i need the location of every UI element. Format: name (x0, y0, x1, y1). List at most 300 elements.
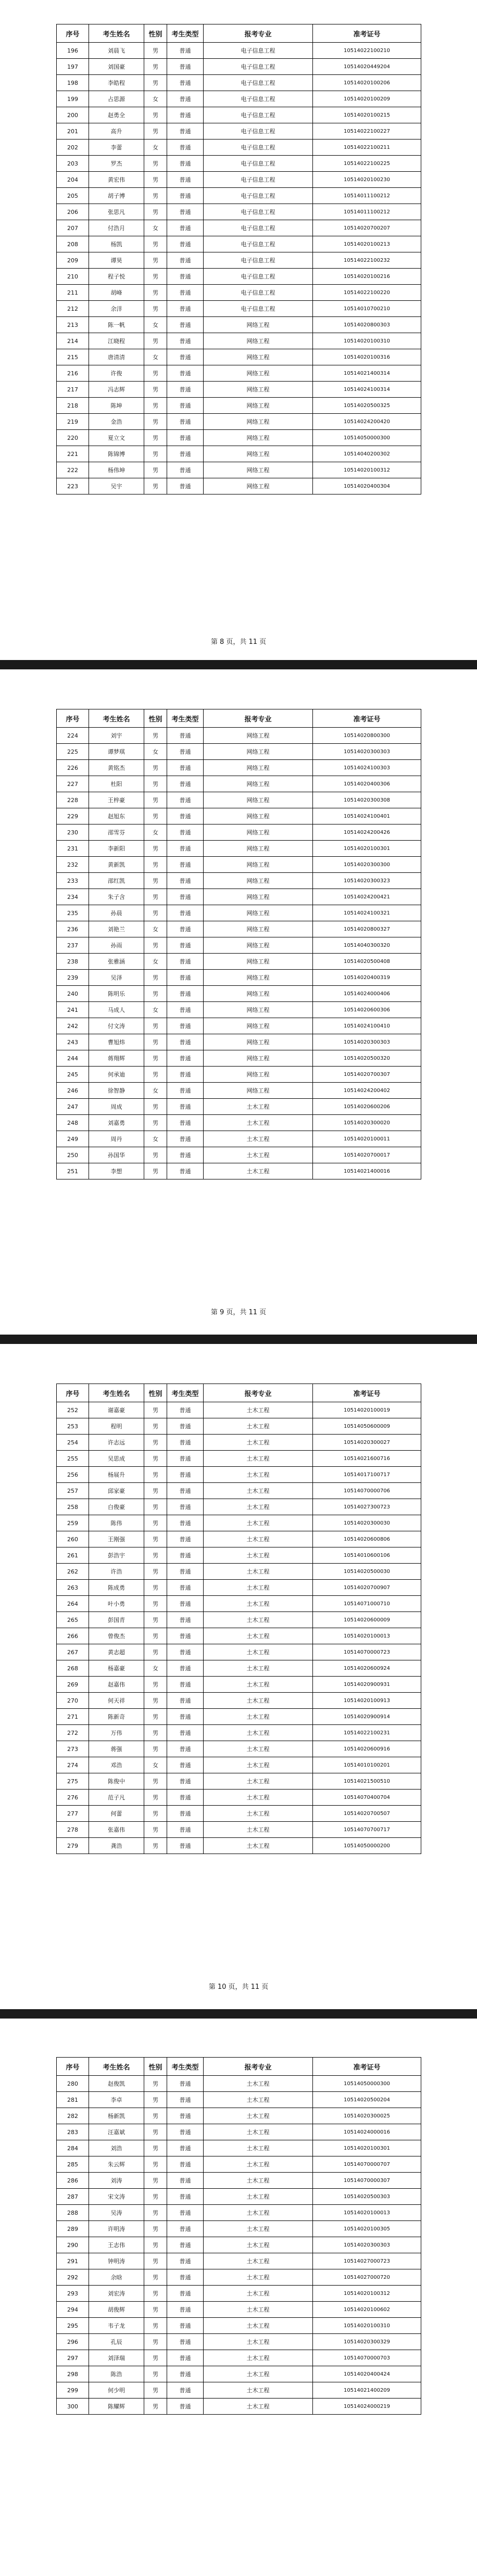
type-cell: 普通 (167, 75, 204, 91)
seq-cell: 222 (57, 462, 89, 478)
type-cell: 普通 (167, 889, 204, 905)
seq-cell: 242 (57, 1018, 89, 1034)
id-cell: 10514020100019 (313, 1402, 421, 1418)
table-row (57, 1773, 421, 1790)
type-cell: 普通 (167, 1147, 204, 1163)
id-cell: 10514011100212 (313, 188, 421, 204)
major-cell: 网络工程 (204, 808, 313, 824)
id-cell: 10514071000710 (313, 1596, 421, 1612)
name-cell: 张雅涵 (89, 954, 144, 970)
seq-cell: 217 (57, 382, 89, 398)
type-cell: 普通 (167, 2286, 204, 2302)
gender-cell: 女 (144, 1002, 167, 1018)
type-cell: 普通 (167, 760, 204, 776)
major-cell: 土木工程 (204, 1822, 313, 1838)
major-cell: 电子信息工程 (204, 59, 313, 75)
type-cell: 普通 (167, 1741, 204, 1757)
name-cell: 刘涛 (89, 2173, 144, 2189)
type-cell: 普通 (167, 1018, 204, 1034)
seq-cell: 299 (57, 2382, 89, 2399)
id-cell: 10514020300020 (313, 1115, 421, 1131)
gender-cell: 男 (144, 2205, 167, 2221)
column-header-seq: 序号 (57, 2058, 89, 2076)
type-cell: 普通 (167, 1790, 204, 1806)
table-row (57, 1580, 421, 1596)
name-cell: 叶小勇 (89, 1596, 144, 1612)
name-cell: 刘宏涛 (89, 2286, 144, 2302)
table-row (57, 2286, 421, 2302)
name-cell: 彭国青 (89, 1612, 144, 1628)
gender-cell: 男 (144, 333, 167, 349)
major-cell: 网络工程 (204, 1083, 313, 1099)
major-cell: 土木工程 (204, 2221, 313, 2237)
gender-cell: 女 (144, 220, 167, 236)
id-cell: 10514020700907 (313, 1580, 421, 1596)
seq-cell: 281 (57, 2092, 89, 2108)
type-cell: 普通 (167, 1467, 204, 1483)
id-cell: 10514020500204 (313, 2092, 421, 2108)
name-cell: 赵勇全 (89, 107, 144, 123)
name-cell: 赵旭东 (89, 808, 144, 824)
major-cell: 电子信息工程 (204, 139, 313, 156)
name-cell: 吴宇 (89, 478, 144, 494)
column-header-seq: 序号 (57, 709, 89, 728)
column-header-name: 考生姓名 (89, 24, 144, 43)
id-cell: 10514020100013 (313, 1628, 421, 1644)
table-row (57, 91, 421, 107)
table-header-row (57, 24, 421, 43)
name-cell: 白俊豪 (89, 1499, 144, 1515)
gender-cell: 男 (144, 398, 167, 414)
id-cell: 10514020600206 (313, 1099, 421, 1115)
major-cell: 土木工程 (204, 2076, 313, 2092)
seq-cell: 277 (57, 1806, 89, 1822)
major-cell: 土木工程 (204, 2350, 313, 2366)
table-row (57, 333, 421, 349)
seq-cell: 231 (57, 841, 89, 857)
name-cell: 陈成勇 (89, 1580, 144, 1596)
table-row (57, 841, 421, 857)
gender-cell: 男 (144, 269, 167, 285)
column-header-name: 考生姓名 (89, 709, 144, 728)
seq-cell: 256 (57, 1467, 89, 1483)
table-row (57, 1757, 421, 1773)
table-row (57, 382, 421, 398)
seq-cell: 264 (57, 1596, 89, 1612)
column-header-seq: 序号 (57, 1384, 89, 1402)
gender-cell: 男 (144, 1628, 167, 1644)
major-cell: 电子信息工程 (204, 91, 313, 107)
table-header-row (57, 2058, 421, 2076)
id-cell: 10514020300300 (313, 857, 421, 873)
admission-table (56, 24, 421, 494)
major-cell: 网络工程 (204, 317, 313, 333)
type-cell: 普通 (167, 1725, 204, 1741)
id-cell: 10514020300303 (313, 1034, 421, 1050)
table-row (57, 75, 421, 91)
id-cell: 10514021600716 (313, 1451, 421, 1467)
seq-cell: 282 (57, 2108, 89, 2124)
name-cell: 何天祥 (89, 1693, 144, 1709)
table-row (57, 744, 421, 760)
type-cell: 普通 (167, 1050, 204, 1067)
gender-cell: 女 (144, 744, 167, 760)
major-cell: 网络工程 (204, 382, 313, 398)
name-cell: 杨凯 (89, 236, 144, 252)
seq-cell: 236 (57, 921, 89, 937)
table-row (57, 1709, 421, 1725)
gender-cell: 男 (144, 2173, 167, 2189)
major-cell: 网络工程 (204, 873, 313, 889)
type-cell: 普通 (167, 2140, 204, 2156)
table-row (57, 398, 421, 414)
type-cell: 普通 (167, 2189, 204, 2205)
type-cell: 普通 (167, 2221, 204, 2237)
gender-cell: 男 (144, 2156, 167, 2173)
gender-cell: 男 (144, 2302, 167, 2318)
name-cell: 黄铭杰 (89, 760, 144, 776)
table-row (57, 2350, 421, 2366)
seq-cell: 257 (57, 1483, 89, 1499)
table-row (57, 889, 421, 905)
name-cell: 陈锦博 (89, 446, 144, 462)
id-cell: 10514050600009 (313, 1418, 421, 1435)
major-cell: 网络工程 (204, 462, 313, 478)
seq-cell: 227 (57, 776, 89, 792)
id-cell: 10514070000706 (313, 1483, 421, 1499)
table-row (57, 172, 421, 188)
name-cell: 王梓豪 (89, 792, 144, 808)
type-cell: 普通 (167, 172, 204, 188)
id-cell: 10514022100232 (313, 252, 421, 269)
gender-cell: 男 (144, 905, 167, 921)
id-cell: 10514011100212 (313, 204, 421, 220)
name-cell: 李想 (89, 1163, 144, 1179)
seq-cell: 201 (57, 123, 89, 139)
type-cell: 普通 (167, 59, 204, 75)
type-cell: 普通 (167, 349, 204, 365)
name-cell: 彭浩宇 (89, 1547, 144, 1564)
table-row (57, 986, 421, 1002)
id-cell: 10514027000720 (313, 2269, 421, 2286)
name-cell: 范子凡 (89, 1790, 144, 1806)
id-cell: 10514020100312 (313, 2286, 421, 2302)
seq-cell: 255 (57, 1451, 89, 1467)
type-cell: 普通 (167, 2334, 204, 2350)
type-cell: 普通 (167, 2318, 204, 2334)
name-cell: 黄志超 (89, 1644, 144, 1660)
table-row (57, 760, 421, 776)
type-cell: 普通 (167, 1580, 204, 1596)
major-cell: 土木工程 (204, 2237, 313, 2253)
admission-table (56, 2057, 421, 2415)
page-separator (0, 1335, 477, 1344)
table-row (57, 808, 421, 824)
table-row (57, 139, 421, 156)
seq-cell: 211 (57, 285, 89, 301)
name-cell: 谢嘉豪 (89, 1402, 144, 1418)
gender-cell: 男 (144, 2350, 167, 2366)
seq-cell: 208 (57, 236, 89, 252)
gender-cell: 男 (144, 2092, 167, 2108)
type-cell: 普通 (167, 2108, 204, 2124)
id-cell: 10514021400016 (313, 1163, 421, 1179)
seq-cell: 235 (57, 905, 89, 921)
id-cell: 10514022100231 (313, 1725, 421, 1741)
name-cell: 刘晨飞 (89, 43, 144, 59)
table-row (57, 478, 421, 494)
name-cell: 冯志辉 (89, 382, 144, 398)
id-cell: 10514020100230 (313, 172, 421, 188)
major-cell: 电子信息工程 (204, 75, 313, 91)
type-cell: 普通 (167, 2124, 204, 2140)
major-cell: 土木工程 (204, 1115, 313, 1131)
table-row (57, 1402, 421, 1418)
seq-cell: 253 (57, 1418, 89, 1435)
id-cell: 10514024100314 (313, 382, 421, 398)
seq-cell: 240 (57, 986, 89, 1002)
seq-cell: 215 (57, 349, 89, 365)
id-cell: 10514010600106 (313, 1547, 421, 1564)
table-row (57, 1806, 421, 1822)
seq-cell: 203 (57, 156, 89, 172)
column-header-name: 考生姓名 (89, 2058, 144, 2076)
major-cell: 土木工程 (204, 1402, 313, 1418)
table-row (57, 1725, 421, 1741)
column-header-type: 考生类型 (167, 24, 204, 43)
table-row (57, 2399, 421, 2415)
table-row (57, 1838, 421, 1854)
seq-cell: 271 (57, 1709, 89, 1725)
seq-cell: 258 (57, 1499, 89, 1515)
table-row (57, 873, 421, 889)
id-cell: 10514024200402 (313, 1083, 421, 1099)
seq-cell: 259 (57, 1515, 89, 1531)
id-cell: 10514024200420 (313, 414, 421, 430)
gender-cell: 男 (144, 1773, 167, 1790)
column-header-id: 准考证号 (313, 2058, 421, 2076)
gender-cell: 男 (144, 1644, 167, 1660)
id-cell: 10514020400319 (313, 970, 421, 986)
seq-cell: 199 (57, 91, 89, 107)
id-cell: 10514022100220 (313, 285, 421, 301)
major-cell: 土木工程 (204, 1709, 313, 1725)
gender-cell: 男 (144, 2108, 167, 2124)
seq-cell: 270 (57, 1693, 89, 1709)
type-cell: 普通 (167, 301, 204, 317)
major-cell: 土木工程 (204, 2173, 313, 2189)
table-row (57, 430, 421, 446)
major-cell: 土木工程 (204, 1515, 313, 1531)
table-row (57, 2140, 421, 2156)
id-cell: 10514020600924 (313, 1660, 421, 1677)
type-cell: 普通 (167, 462, 204, 478)
name-cell: 杨展升 (89, 1467, 144, 1483)
id-cell: 10514020100301 (313, 841, 421, 857)
id-cell: 10514024000219 (313, 2399, 421, 2415)
major-cell: 电子信息工程 (204, 220, 313, 236)
seq-cell: 287 (57, 2189, 89, 2205)
seq-cell: 245 (57, 1067, 89, 1083)
id-cell: 10514020600916 (313, 1741, 421, 1757)
type-cell: 普通 (167, 414, 204, 430)
name-cell: 余洋 (89, 301, 144, 317)
name-cell: 李蕾 (89, 139, 144, 156)
seq-cell: 254 (57, 1435, 89, 1451)
id-cell: 10514070000707 (313, 2156, 421, 2173)
name-cell: 刘国豪 (89, 59, 144, 75)
seq-cell: 292 (57, 2269, 89, 2286)
table-row (57, 107, 421, 123)
name-cell: 付浩月 (89, 220, 144, 236)
type-cell: 普通 (167, 824, 204, 841)
column-header-major: 报考专业 (204, 24, 313, 43)
gender-cell: 男 (144, 2318, 167, 2334)
type-cell: 普通 (167, 2076, 204, 2092)
type-cell: 普通 (167, 1499, 204, 1515)
major-cell: 土木工程 (204, 1644, 313, 1660)
name-cell: 蒋翔辉 (89, 1050, 144, 1067)
type-cell: 普通 (167, 382, 204, 398)
type-cell: 普通 (167, 1660, 204, 1677)
gender-cell: 男 (144, 1596, 167, 1612)
name-cell: 杨伟坤 (89, 462, 144, 478)
id-cell: 10514020700017 (313, 1147, 421, 1163)
gender-cell: 男 (144, 2366, 167, 2382)
major-cell: 网络工程 (204, 760, 313, 776)
id-cell: 10514021400209 (313, 2382, 421, 2399)
gender-cell: 男 (144, 2189, 167, 2205)
type-cell: 普通 (167, 1709, 204, 1725)
type-cell: 普通 (167, 744, 204, 760)
seq-cell: 241 (57, 1002, 89, 1018)
table-row (57, 1564, 421, 1580)
seq-cell: 269 (57, 1677, 89, 1693)
major-cell: 土木工程 (204, 1596, 313, 1612)
seq-cell: 225 (57, 744, 89, 760)
type-cell: 普通 (167, 1435, 204, 1451)
seq-cell: 262 (57, 1564, 89, 1580)
major-cell: 土木工程 (204, 1564, 313, 1580)
gender-cell: 男 (144, 1741, 167, 1757)
gender-cell: 男 (144, 252, 167, 269)
id-cell: 10514020449204 (313, 59, 421, 75)
id-cell: 10514020100310 (313, 2318, 421, 2334)
seq-cell: 285 (57, 2156, 89, 2173)
gender-cell: 男 (144, 365, 167, 382)
table-row (57, 2334, 421, 2350)
seq-cell: 207 (57, 220, 89, 236)
major-cell: 土木工程 (204, 1483, 313, 1499)
id-cell: 10514020100216 (313, 269, 421, 285)
seq-cell: 248 (57, 1115, 89, 1131)
gender-cell: 男 (144, 937, 167, 954)
major-cell: 土木工程 (204, 1660, 313, 1677)
name-cell: 许浩 (89, 1564, 144, 1580)
type-cell: 普通 (167, 1757, 204, 1773)
type-cell: 普通 (167, 139, 204, 156)
name-cell: 吴泽 (89, 970, 144, 986)
major-cell: 网络工程 (204, 1018, 313, 1034)
major-cell: 土木工程 (204, 2366, 313, 2382)
name-cell: 陈坤 (89, 398, 144, 414)
major-cell: 土木工程 (204, 1628, 313, 1644)
seq-cell: 243 (57, 1034, 89, 1050)
major-cell: 土木工程 (204, 1418, 313, 1435)
table-row (57, 2366, 421, 2382)
type-cell: 普通 (167, 188, 204, 204)
name-cell: 余晗 (89, 2269, 144, 2286)
table-row (57, 2221, 421, 2237)
gender-cell: 女 (144, 954, 167, 970)
table-row (57, 824, 421, 841)
type-cell: 普通 (167, 2366, 204, 2382)
seq-cell: 283 (57, 2124, 89, 2140)
major-cell: 土木工程 (204, 1725, 313, 1741)
name-cell: 胡子博 (89, 188, 144, 204)
table-row (57, 857, 421, 873)
type-cell: 普通 (167, 478, 204, 494)
document-page-11 (0, 2020, 477, 2576)
id-cell: 10514022100211 (313, 139, 421, 156)
gender-cell: 男 (144, 970, 167, 986)
gender-cell: 男 (144, 446, 167, 462)
gender-cell: 男 (144, 2382, 167, 2399)
seq-cell: 218 (57, 398, 89, 414)
type-cell: 普通 (167, 1115, 204, 1131)
id-cell: 10514020400306 (313, 776, 421, 792)
id-cell: 10514020100602 (313, 2302, 421, 2318)
id-cell: 10514050000200 (313, 1838, 421, 1854)
gender-cell: 女 (144, 139, 167, 156)
seq-cell: 224 (57, 728, 89, 744)
seq-cell: 265 (57, 1612, 89, 1628)
name-cell: 赵俊凯 (89, 2076, 144, 2092)
table-row (57, 1822, 421, 1838)
type-cell: 普通 (167, 1644, 204, 1660)
major-cell: 网络工程 (204, 937, 313, 954)
type-cell: 普通 (167, 808, 204, 824)
gender-cell: 男 (144, 1067, 167, 1083)
type-cell: 普通 (167, 1547, 204, 1564)
table-row (57, 414, 421, 430)
major-cell: 土木工程 (204, 1435, 313, 1451)
major-cell: 土木工程 (204, 2205, 313, 2221)
table-row (57, 220, 421, 236)
table-row (57, 776, 421, 792)
major-cell: 网络工程 (204, 349, 313, 365)
major-cell: 网络工程 (204, 792, 313, 808)
gender-cell: 男 (144, 1531, 167, 1547)
major-cell: 土木工程 (204, 2269, 313, 2286)
type-cell: 普通 (167, 285, 204, 301)
major-cell: 土木工程 (204, 2108, 313, 2124)
major-cell: 土木工程 (204, 1806, 313, 1822)
gender-cell: 男 (144, 1402, 167, 1418)
name-cell: 许俊 (89, 365, 144, 382)
gender-cell: 男 (144, 1147, 167, 1163)
id-cell: 10514020300027 (313, 1435, 421, 1451)
page-separator (0, 660, 477, 669)
name-cell: 许志远 (89, 1435, 144, 1451)
type-cell: 普通 (167, 252, 204, 269)
gender-cell: 男 (144, 889, 167, 905)
id-cell: 10514020700507 (313, 1806, 421, 1822)
type-cell: 普通 (167, 728, 204, 744)
gender-cell: 男 (144, 1693, 167, 1709)
type-cell: 普通 (167, 430, 204, 446)
major-cell: 土木工程 (204, 1580, 313, 1596)
